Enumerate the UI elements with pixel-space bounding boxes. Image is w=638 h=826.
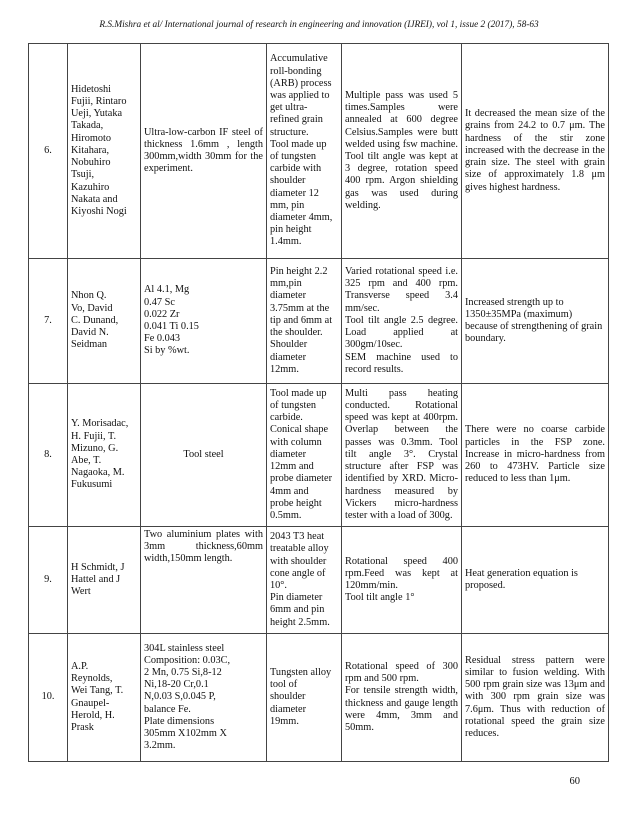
- material-cell: 304L stainless steel Composition: 0.03C, 2 Mn, 0.75 Si,8-12 Ni,18-20 Cr,0.1 N,0.03 S,0.045 P, balance Fe. Plate dimensions 305mm X102mm X 3.2mm.: [141, 634, 267, 762]
- row-number: 7.: [29, 259, 68, 384]
- row-number: 6.: [29, 44, 68, 259]
- results-cell: Residual stress pattern were similar to fusion welding. With 500 rpm grain size was 13μm and with 300 rpm grain size was 7.6μm. Thus with reduction of rotational speed the grain size reduces.: [462, 634, 609, 762]
- table-row: [29, 44, 609, 259]
- parameters-cell: Varied rotational speed i.e. 325 rpm and 400 rpm. Transverse speed 3.4 mm/sec. Tool tilt angle 2.5 degree. Load applied at 300gm/10sec. SEM machine used to record results.: [342, 259, 462, 384]
- row-number: 10.: [29, 634, 68, 762]
- tool-cell: 2043 T3 heat treatable alloy with shoulder cone angle of 10°. Pin diameter 6mm and pin height 2.5mm.: [267, 527, 342, 634]
- tool-cell: Pin height 2.2 mm,pin diameter 3.75mm at the tip and 6mm at the shoulder. Shoulder diameter 12mm.: [267, 259, 342, 384]
- row-number: 9.: [29, 527, 68, 634]
- page-number: 60: [569, 776, 580, 787]
- authors-cell: Nhon Q. Vo, David C. Dunand, David N. Seidman: [68, 259, 141, 384]
- parameters-cell: Rotational speed of 300 rpm and 500 rpm. For tensile strength width, thickness and gauge length were 4mm, 3mm and 50mm.: [342, 634, 462, 762]
- row-number: 8.: [29, 384, 68, 527]
- parameters-cell: Multiple pass was used 5 times.Samples were annealed at 600 degree Celsius.Samples were butt welded using fsw machine. Tool tilt angle was kept at 3 degree, rotation speed 400 rpm. Argon shielding gas was used during welding.: [342, 44, 462, 259]
- review-table: [28, 43, 609, 762]
- table-row: [29, 634, 609, 762]
- tool-cell: Accumulative roll-bonding (ARB) process was applied to get ultra- refined grain structure. Tool made up of tungsten carbide with shoulder diameter 12 mm, pin diameter 4mm, pin height 1.4mm.: [267, 44, 342, 259]
- parameters-cell: Rotational speed 400 rpm.Feed was kept at 120mm/min. Tool tilt angle 1°: [342, 527, 462, 634]
- material-cell: Tool steel: [141, 384, 267, 527]
- parameters-cell: Multi pass heating conducted. Rotational speed was kept at 400rpm. Overlap between the passes was 0.3mm. Tool tilt angle 3°. Crystal structure after FSP was identified by XRD. Micro-hardness measured by Vickers micro-hardness tester with a load of 300g.: [342, 384, 462, 527]
- authors-cell: Hidetoshi Fujii, Rintaro Ueji, Yutaka Takada, Hiromoto Kitahara, Nobuhiro Tsuji, Kazuhiro Nakata and Kiyoshi Nogi: [68, 44, 141, 259]
- results-cell: There were no coarse carbide particles in the FSP zone. Increase in micro-hardness from 260 to 473HV. Particle size reduced to less than 1μm.: [462, 384, 609, 527]
- table-row: [29, 384, 609, 527]
- results-cell: Heat generation equation is proposed.: [462, 527, 609, 634]
- tool-cell: Tool made up of tungsten carbide. Conical shape with column diameter 12mm and probe diameter 4mm and probe height 0.5mm.: [267, 384, 342, 527]
- material-cell: Two aluminium plates with 3mm thickness,60mm width,150mm length.: [141, 527, 267, 634]
- material-cell: Ultra-low-carbon IF steel of thickness 1.6mm , length 300mm,width 30mm for the experiment.: [141, 44, 267, 259]
- material-cell: Al 4.1, Mg 0.47 Sc 0.022 Zr 0.041 Ti 0.15 Fe 0.043 Si by %wt.: [141, 259, 267, 384]
- table-row: [29, 259, 609, 384]
- running-header: R.S.Mishra et al/ International journal of research in engineering and innovation (IJREI), vol 1, issue 2 (2017), 58-63: [99, 20, 539, 30]
- authors-cell: A.P. Reynolds, Wei Tang, T. Gnaupel- Herold, H. Prask: [68, 634, 141, 762]
- results-cell: It decreased the mean size of the grains from 24.2 to 0.7 μm. The hardness of the stir zone increased with the decrease in the grain size. The steel with grain size of approximately 1.8 μm gives highest hardness.: [462, 44, 609, 259]
- table-row: [29, 527, 609, 634]
- tool-cell: Tungsten alloy tool of shoulder diameter 19mm.: [267, 634, 342, 762]
- authors-cell: H Schmidt, J Hattel and J Wert: [68, 527, 141, 634]
- results-cell: Increased strength up to 1350±35MPa (maximum) because of strengthening of grain boundary.: [462, 259, 609, 384]
- authors-cell: Y. Morisadac, H. Fujii, T. Mizuno, G. Abe, T. Nagaoka, M. Fukusumi: [68, 384, 141, 527]
